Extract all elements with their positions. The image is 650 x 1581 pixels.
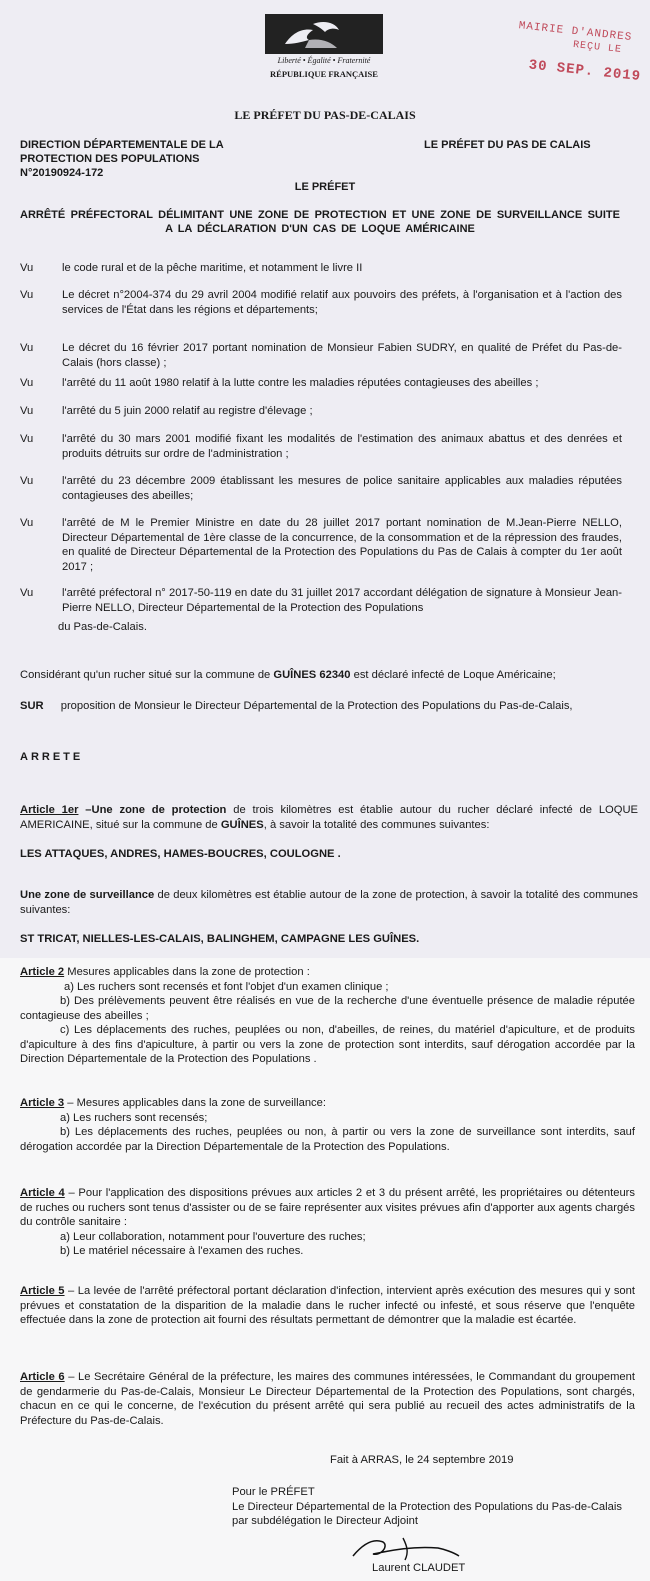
article-4-label: Article 4 bbox=[20, 1187, 65, 1199]
protection-communes: LES ATTAQUES, ANDRES, HAMES-BOUCRES, COULOGNE . bbox=[20, 848, 341, 860]
article-2-item-b: b) Des prélèvements peuvent être réalisés en vue de la recherche d'une éventuelle présence de maladie réputée contagieuse des abeilles ; bbox=[20, 995, 635, 1022]
visa-item: l'arrêté de M le Premier Ministre en date du 28 juillet 2017 portant nomination de M.Jean-Pierre NELLO, Directeur Départemental de 1ère classe de la concurrence, de la consommation et de la répression des fraudes, en qualité de Directeur Départemental de la Protection des Populations du Pas de Calais à compter du 1er août 2017 ; bbox=[62, 517, 622, 573]
vu-label: Vu bbox=[20, 377, 34, 389]
article-1 bbox=[20, 803, 638, 832]
article-1-text2: , à savoir la totalité des communes suivantes: bbox=[263, 818, 490, 831]
visa-item: le code rural et de la pêche maritime, et notamment le livre II bbox=[62, 262, 363, 274]
reference-number: N°20190924-172 bbox=[20, 167, 104, 179]
republic-name: RÉPUBLIQUE FRANÇAISE bbox=[270, 69, 378, 79]
surveillance-title: Une zone de surveillance bbox=[20, 889, 155, 901]
visa-item: Le décret du 16 février 2017 portant nomination de Monsieur Fabien SUDRY, en qualité de Préfet du Pas-de-Calais (hors classe) ; bbox=[62, 342, 622, 369]
visa-item: l'arrêté du 30 mars 2001 modifié fixant les modalités de l'estimation des animaux abattus et des denrées et produits détruits sur ordre de l'administration ; bbox=[62, 433, 622, 460]
article-3-item-a: a) Les ruchers sont recensés; bbox=[60, 1111, 208, 1124]
vu-label: Vu bbox=[20, 517, 34, 529]
article-3-item-b: b) Les déplacements des ruches, peuplées ou non, à partir ou vers la zone de surveillance sont interdits, sauf dérogation accordée par la Direction Départementale de la Protection des Populations. bbox=[20, 1126, 635, 1153]
surveillance-text: de deux kilomètres est établie autour de la zone de protection, à savoir la totalité des communes suivantes: bbox=[20, 889, 638, 916]
signature-pour: Pour le PRÉFET bbox=[232, 1486, 315, 1498]
article-4-item-b: b) Le matériel nécessaire à l'examen des ruches. bbox=[60, 1245, 304, 1257]
article-2 bbox=[20, 965, 635, 1067]
direction-line-2: PROTECTION DES POPULATIONS bbox=[20, 153, 200, 165]
article-2-item-a: a) Les ruchers sont recensés et font l'objet d'un examen clinique ; bbox=[64, 980, 389, 993]
page-title: LE PRÉFET DU PAS-DE-CALAIS bbox=[234, 108, 416, 122]
republic-motto: Liberté • Égalité • Fraternité bbox=[277, 56, 371, 65]
visa-item: l'arrêté du 11 août 1980 relatif à la lutte contre les maladies réputées contagieuses des abeilles ; bbox=[62, 377, 539, 389]
considerant bbox=[20, 668, 640, 683]
visa-item: Le décret n°2004-374 du 29 avril 2004 modifié relatif aux pouvoirs des préfets, à l'organisation et à l'action des services de l'État dans les régions et départements; bbox=[62, 289, 622, 316]
article-2-label: Article 2 bbox=[20, 966, 65, 978]
article-1-label: Article 1er bbox=[20, 804, 79, 816]
sur-label: SUR bbox=[20, 700, 44, 712]
vu-label: Vu bbox=[20, 433, 34, 445]
signatory-name: Laurent CLAUDET bbox=[372, 1562, 466, 1574]
considerant-rest: est déclaré infecté de Loque Américaine; bbox=[350, 669, 556, 681]
stamp-mairie: MAIRIE D'ANDRES bbox=[518, 20, 633, 45]
stamp-date: 30 SEP. 2019 bbox=[527, 57, 642, 86]
article-3 bbox=[20, 1096, 635, 1154]
vu-label: Vu bbox=[20, 475, 34, 487]
article-1-title: –Une zone de protection bbox=[78, 804, 227, 816]
marianne-logo-icon bbox=[265, 14, 383, 54]
article-4-item-a: a) Leur collaboration, notamment pour l'ouverture des ruches; bbox=[60, 1230, 366, 1243]
article-6-text: – Le Secrétaire Général de la préfecture, les maires des communes intéressées, le Commandant du groupement de gendarmerie du Pas-de-Calais, Monsieur Le Directeur Départemental de la Protection des Populations, sont chargés, chacun en ce qui le concerne, de l'exécution du présent arrêté qui sera publié au recueil des actes administratifs de la Préfecture du Pas-de-Calais. bbox=[20, 1371, 635, 1427]
le-prefet-heading: LE PRÉFET bbox=[294, 181, 356, 193]
marianne-logo bbox=[262, 14, 386, 86]
visa-item: l'arrêté du 23 décembre 2009 établissant les mesures de police sanitaire applicables aux maladies réputées contagieuses des abeilles; bbox=[62, 475, 622, 502]
signature-block bbox=[232, 1485, 632, 1529]
article-3-label: Article 3 bbox=[20, 1097, 65, 1109]
surveillance-communes: ST TRICAT, NIELLES-LES-CALAIS, BALINGHEM, CAMPAGNE LES GUÎNES. bbox=[20, 933, 420, 945]
handwritten-signature bbox=[343, 1534, 463, 1562]
article-1-text: de trois kilomètres est établie autour du rucher déclaré infecté de LOQUE AMERICAINE, situé sur la commune de bbox=[20, 804, 638, 831]
sur-block bbox=[20, 699, 620, 714]
signature-role: Le Directeur Départemental de la Protection des Populations du Pas-de-Calais bbox=[232, 1500, 622, 1513]
visa-item: l'arrêté préfectoral n° 2017-50-119 en date du 31 juillet 2017 accordant délégation de signature à Monsieur Jean-Pierre NELLO, Directeur Départemental de la Protection des Populations bbox=[62, 587, 622, 614]
visa-item: l'arrêté du 5 juin 2000 relatif au registre d'élevage ; bbox=[62, 405, 313, 417]
vu-label: Vu bbox=[20, 262, 34, 274]
article-4 bbox=[20, 1186, 635, 1259]
signature-subdelegation: par subdélégation le Directeur Adjoint bbox=[232, 1515, 418, 1527]
vu-label: Vu bbox=[20, 587, 34, 599]
article-5 bbox=[20, 1284, 635, 1328]
article-2-item-c: c) Les déplacements des ruches, peuplées ou non, d'abeilles, de reines, du matériel d'apiculture, et de produits d'apiculture à des fins d'apiculture, à partir ou vers la zone de protection sont interdits, sauf dérogation accordée par la Direction Départementale de la Protection des Populations . bbox=[20, 1024, 635, 1065]
fait-a: Fait à ARRAS, le 24 septembre 2019 bbox=[330, 1454, 514, 1466]
article-3-intro: – Mesures applicables dans la zone de surveillance: bbox=[64, 1097, 326, 1109]
considerant-commune: GUÎNES 62340 bbox=[273, 669, 351, 681]
sur-text: proposition de Monsieur le Directeur Départemental de la Protection des Populations du Pas-de-Calais, bbox=[60, 700, 573, 712]
direction-block bbox=[20, 138, 320, 180]
arrete-title: ARRÊTÉ PRÉFECTORAL DÉLIMITANT UNE ZONE DE PROTECTION ET UNE ZONE DE SURVEILLANCE SUITE A LA DÉCLARATION D'UN CAS DE LOQUE AMÉRICAINE bbox=[20, 209, 620, 235]
vu-label: Vu bbox=[20, 289, 34, 301]
vu-label: Vu bbox=[20, 342, 34, 354]
article-6-label: Article 6 bbox=[20, 1371, 65, 1383]
article-2-intro: Mesures applicables dans la zone de protection : bbox=[64, 966, 310, 978]
reception-stamp bbox=[511, 15, 650, 115]
visa-continuation: du Pas-de-Calais. bbox=[58, 621, 147, 633]
right-title: LE PRÉFET DU PAS DE CALAIS bbox=[424, 139, 591, 151]
considerant-text: Considérant qu'un rucher situé sur la commune de bbox=[20, 669, 274, 681]
article-6 bbox=[20, 1370, 635, 1428]
surveillance-zone bbox=[20, 888, 638, 917]
vu-label: Vu bbox=[20, 405, 34, 417]
article-5-label: Article 5 bbox=[20, 1285, 65, 1297]
direction-line-1: DIRECTION DÉPARTEMENTALE DE LA bbox=[20, 139, 224, 151]
arrete-heading: ARRETE bbox=[20, 751, 84, 763]
article-1-commune: GUÎNES bbox=[220, 818, 264, 831]
article-5-text: – La levée de l'arrêté préfectoral portant déclaration d'infection, intervient après exécution des mesures qui y sont prévues et constatation de la disparition de la maladie dans le rucher infecté ou infesté, et sous réserve que l'enquête effectuée dans la zone de protection ait fourni des résultats permettant de démontrer que la maladie est écartée. bbox=[20, 1285, 635, 1326]
stamp-recu: REÇU LE bbox=[572, 39, 623, 56]
article-4-intro: – Pour l'application des dispositions prévues aux articles 2 et 3 du présent arrêté, les propriétaires ou détenteurs de ruches ou ruchers sont tenus d'assister ou de se faire représenter aux visites prévues afin d'apporter aux agents chargés du contrôle sanitaire : bbox=[20, 1187, 636, 1228]
